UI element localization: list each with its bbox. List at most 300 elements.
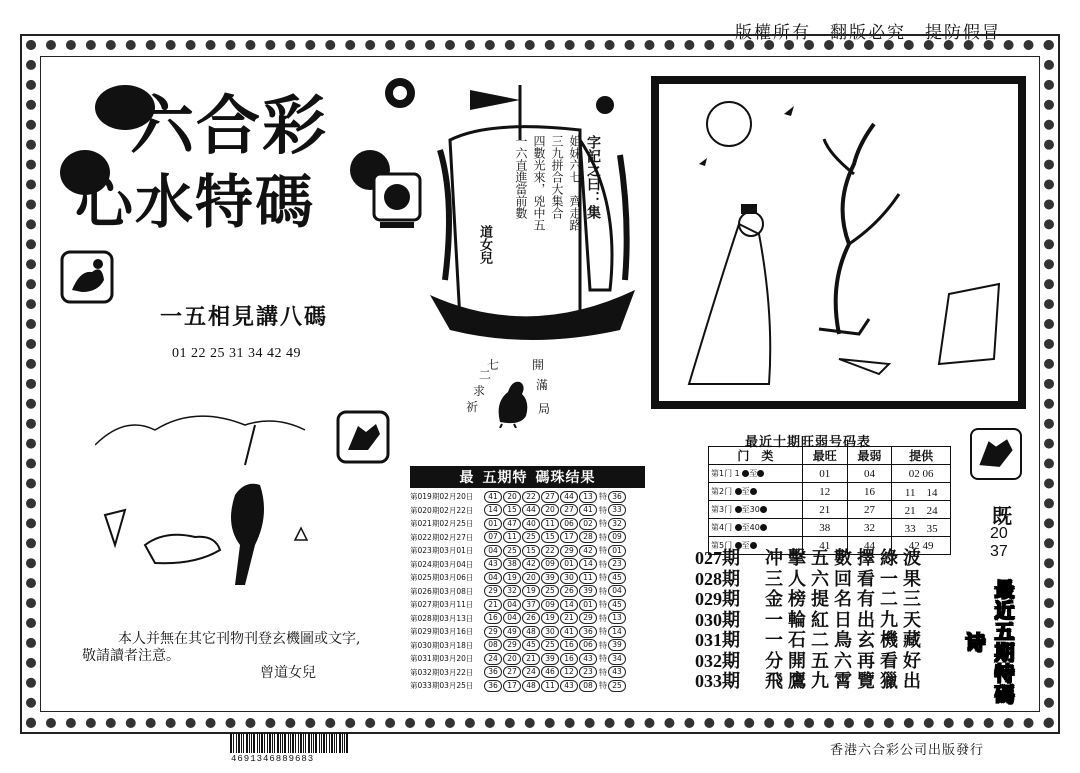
stats-cold-cell: 44	[847, 537, 892, 555]
side-banner: 最近五期特碼诗	[962, 579, 1015, 705]
barcode-bar	[326, 733, 327, 753]
ship-poem-line: 三九拼合大集合	[550, 135, 564, 219]
stats-pick-cell: 11 14	[892, 483, 951, 501]
draw-period: 第026期03月08日	[410, 586, 474, 596]
draw-ball: 42	[522, 558, 540, 570]
draw-ball: 19	[522, 585, 540, 597]
special-ball: 45	[608, 599, 626, 611]
rooster-text: 滿	[536, 378, 549, 392]
barcode-bar	[277, 733, 279, 753]
draw-ball: 11	[579, 572, 597, 584]
draw-ball: 41	[484, 491, 502, 503]
special-ball: 45	[608, 572, 626, 584]
barcode-bar	[336, 733, 337, 753]
barcode-bar	[253, 733, 255, 753]
stats-to: 至	[741, 541, 750, 550]
stats-header-cell: 提供	[892, 447, 951, 465]
barcode-bar	[334, 733, 335, 753]
draw-ball: 11	[541, 518, 559, 530]
barcode-bar	[319, 733, 320, 753]
draw-ball: 30	[541, 626, 559, 638]
draw-ball: 19	[541, 612, 559, 624]
barcode-bar	[274, 733, 275, 753]
draw-ball: 29	[503, 639, 521, 651]
rooster-text: 局	[538, 402, 551, 416]
special-ball: 04	[608, 585, 626, 597]
barcode-bar	[298, 733, 299, 753]
barcode-bar	[300, 733, 302, 753]
poem-period: 029期	[695, 589, 740, 610]
special-label: 特	[599, 600, 607, 610]
draw-row	[410, 517, 648, 531]
draw-ball: 36	[484, 680, 502, 692]
slogan-title: 一五相見講八碼	[160, 304, 329, 330]
barcode-bar	[331, 733, 333, 753]
barcode-bar	[313, 733, 314, 753]
draw-ball: 17	[503, 680, 521, 692]
draw-ball: 16	[560, 639, 578, 651]
draw-header-part: 五期特	[482, 470, 528, 486]
draw-ball: 47	[503, 518, 521, 530]
stats-to: 至	[741, 487, 750, 496]
stats-row	[709, 519, 951, 537]
draw-ball: 22	[541, 545, 559, 557]
draw-ball: 44	[560, 491, 578, 503]
notice-signature: 曾道女兒	[260, 665, 316, 681]
draw-period: 第030期03月18日	[410, 640, 474, 650]
issue-label: 既	[992, 504, 1012, 528]
pointing-hand-icon	[970, 428, 1022, 480]
barcode-bar	[292, 733, 294, 753]
stats-hot-cell: 01	[802, 465, 847, 483]
draw-ball: 02	[579, 518, 597, 530]
scholar-painting	[651, 76, 1026, 409]
draw-ball: 29	[484, 585, 502, 597]
poem-period: 027期	[695, 548, 740, 569]
rooster-text: 二	[479, 368, 492, 382]
barcode-bar	[282, 733, 283, 753]
stats-cold-cell: 16	[847, 483, 892, 501]
ship-poem-line: 姐妹六七，齊走路	[568, 135, 582, 231]
dot-icon	[757, 470, 764, 477]
rooster-icon	[490, 372, 534, 428]
draw-ball: 36	[484, 666, 502, 678]
stats-row	[709, 483, 951, 501]
draw-ball: 11	[541, 680, 559, 692]
draw-ball: 39	[541, 572, 559, 584]
special-label: 特	[599, 667, 607, 677]
stats-pick-cell: 33 35	[892, 519, 951, 537]
draw-ball: 43	[484, 558, 502, 570]
draw-period: 第029期03月16日	[410, 627, 474, 637]
draw-ball: 06	[579, 639, 597, 651]
barcode-bar	[243, 733, 244, 753]
special-label: 特	[599, 681, 607, 691]
dot-icon	[760, 524, 767, 531]
draw-ball: 20	[503, 653, 521, 665]
draw-ball: 23	[579, 666, 597, 678]
draw-results-list	[410, 490, 648, 693]
logo-title: 六合彩	[130, 90, 328, 164]
rooster-text: 祈	[466, 400, 479, 414]
stats-to: 至	[741, 505, 750, 514]
barcode-bar	[246, 733, 248, 753]
ship-poem-line: 字記之曰：集	[585, 135, 601, 219]
special-label: 特	[599, 586, 607, 596]
stats-range-end: 40	[749, 523, 760, 532]
barcode-bar	[241, 733, 242, 753]
draw-ball: 20	[522, 572, 540, 584]
notice-line: 本人并無在其它刊物刊登玄機圖或文字,	[118, 631, 361, 647]
barcode-bar	[315, 733, 317, 753]
barcode-bar	[290, 733, 291, 753]
draw-row	[410, 504, 648, 518]
special-ball: 01	[608, 545, 626, 557]
issue-number: 20	[990, 525, 1008, 542]
stats-door-cell	[709, 483, 803, 501]
special-ball: 14	[608, 626, 626, 638]
period-poem-line	[695, 670, 945, 691]
draw-period: 第021期02月25日	[410, 519, 474, 529]
draw-ball: 14	[484, 504, 502, 516]
barcode-bar	[323, 733, 325, 753]
draw-row	[410, 639, 648, 653]
ship-poem	[490, 135, 600, 285]
special-ball: 09	[608, 531, 626, 543]
stats-to: 至	[741, 523, 750, 532]
draw-results-header	[410, 466, 645, 488]
stats-body	[709, 465, 951, 555]
draw-ball: 27	[541, 491, 559, 503]
poem-period: 033期	[695, 671, 740, 692]
logo-subtitle: 心水特碼	[75, 168, 316, 236]
draw-row	[410, 531, 648, 545]
barcode-bar	[259, 733, 260, 753]
barcode-bar	[233, 733, 234, 753]
stats-hot-cell: 21	[802, 501, 847, 519]
special-label: 特	[599, 492, 607, 502]
stats-door: 第3门	[711, 505, 733, 514]
poem-period: 031期	[695, 630, 740, 651]
barcode-bar	[238, 733, 240, 753]
draw-ball: 43	[560, 680, 578, 692]
barcode-bar	[288, 733, 289, 753]
draw-ball: 29	[560, 545, 578, 557]
draw-ball: 48	[522, 626, 540, 638]
special-ball: 36	[608, 491, 626, 503]
draw-ball: 27	[560, 504, 578, 516]
poem-text: 一石二鳥玄機藏	[765, 630, 926, 652]
stats-row	[709, 501, 951, 519]
issue-number: 37	[990, 543, 1008, 560]
draw-ball: 26	[560, 585, 578, 597]
draw-ball: 14	[579, 558, 597, 570]
draw-period: 第025期03月06日	[410, 573, 474, 583]
draw-row	[410, 585, 648, 599]
hand-gesture-icon	[336, 410, 391, 465]
draw-ball: 38	[503, 558, 521, 570]
publisher: 香港六合彩公司出版發行	[830, 743, 985, 758]
draw-ball: 42	[579, 545, 597, 557]
rooster-text: 求	[473, 384, 486, 398]
draw-ball: 09	[541, 558, 559, 570]
draw-period: 第031期03月20日	[410, 654, 474, 664]
draw-ball: 44	[522, 504, 540, 516]
stats-cold-cell: 04	[847, 465, 892, 483]
barcode-number: 4691346889683	[231, 754, 315, 764]
draw-period: 第020期02月22日	[410, 505, 474, 515]
poem-text: 三人六回看一果	[765, 568, 926, 590]
barcode-bar	[308, 733, 310, 753]
rooster-text: 開	[532, 358, 545, 372]
logo-blob	[385, 78, 415, 108]
barcode-bar	[295, 733, 296, 753]
special-ball: 43	[608, 666, 626, 678]
draw-ball: 11	[503, 531, 521, 543]
barcode-bar	[329, 733, 330, 753]
stats-cold-cell: 27	[847, 501, 892, 519]
special-label: 特	[599, 613, 607, 623]
draw-row	[410, 679, 648, 693]
stats-pick-cell: 02 06	[892, 465, 951, 483]
poem-period: 030期	[695, 609, 740, 630]
stats-header-cell: 最弱	[847, 447, 892, 465]
draw-ball: 29	[579, 612, 597, 624]
draw-ball: 17	[560, 531, 578, 543]
draw-ball: 04	[503, 599, 521, 611]
dot-icon	[750, 488, 757, 495]
draw-ball: 20	[503, 491, 521, 503]
stats-door: 第4门	[711, 523, 733, 532]
stats-pick-cell: 42 49	[892, 537, 951, 555]
barcode-bar	[342, 733, 343, 753]
draw-ball: 24	[484, 653, 502, 665]
draw-ball: 16	[484, 612, 502, 624]
stats-door-cell	[709, 465, 803, 483]
stats-door: 第2门	[711, 487, 733, 496]
barcode-bar	[261, 733, 263, 753]
draw-ball: 40	[522, 518, 540, 530]
draw-ball: 48	[522, 680, 540, 692]
draw-ball: 15	[503, 504, 521, 516]
dot-icon	[760, 506, 767, 513]
draw-ball: 14	[560, 599, 578, 611]
stats-door-cell	[709, 501, 803, 519]
draw-ball: 01	[560, 558, 578, 570]
draw-period: 第033期03月25日	[410, 681, 474, 691]
draw-ball: 41	[579, 504, 597, 516]
draw-ball: 22	[522, 491, 540, 503]
draw-ball: 07	[484, 531, 502, 543]
draw-ball: 49	[503, 626, 521, 638]
draw-ball: 27	[503, 666, 521, 678]
stats-hot-cell: 41	[802, 537, 847, 555]
special-label: 特	[599, 640, 607, 650]
draw-ball: 04	[484, 545, 502, 557]
draw-ball: 41	[560, 626, 578, 638]
barcode-bar	[344, 733, 345, 753]
barcode-bar	[269, 733, 271, 753]
draw-ball: 06	[560, 518, 578, 530]
draw-ball: 13	[579, 491, 597, 503]
draw-ball: 25	[541, 639, 559, 651]
draw-header-part: 最	[459, 470, 475, 486]
draw-ball: 39	[541, 653, 559, 665]
copyright-notice: 版權所有 翻版必究 提防假冒	[735, 23, 1001, 43]
draw-ball: 28	[579, 531, 597, 543]
special-ball: 13	[608, 612, 626, 624]
draw-ball: 21	[484, 599, 502, 611]
barcode-bar	[236, 733, 237, 753]
draw-row	[410, 652, 648, 666]
poem-text: 一輪紅日出九天	[765, 609, 926, 631]
draw-ball: 36	[579, 626, 597, 638]
draw-ball: 12	[560, 666, 578, 678]
draw-row	[410, 490, 648, 504]
barcode-bar	[311, 733, 312, 753]
draw-ball: 21	[560, 612, 578, 624]
stats-header-row	[709, 447, 951, 465]
draw-ball: 45	[522, 639, 540, 651]
draw-ball: 15	[541, 531, 559, 543]
stats-header-cell: 门 类	[709, 447, 803, 465]
stats-range-end: 30	[749, 505, 760, 514]
fortune-figure-icon	[372, 172, 422, 232]
stats-door: 第1门	[711, 469, 733, 478]
draw-ball: 25	[503, 545, 521, 557]
special-label: 特	[599, 532, 607, 542]
barcode-bar	[303, 733, 304, 753]
slogan-numbers: 01 22 25 31 34 42 49	[172, 346, 301, 361]
rooster-text: 七	[487, 358, 500, 372]
poem-text: 金榜提名有二三	[765, 589, 926, 611]
special-label: 特	[599, 573, 607, 583]
draw-period: 第019期02月20日	[410, 492, 474, 502]
draw-ball: 21	[522, 653, 540, 665]
poem-period: 028期	[695, 568, 740, 589]
draw-ball: 01	[484, 518, 502, 530]
draw-row	[410, 625, 648, 639]
barcode-bar	[264, 733, 265, 753]
barcode-bar	[249, 733, 250, 753]
stats-header-cell: 最旺	[802, 447, 847, 465]
stats-row	[709, 465, 951, 483]
draw-row	[410, 612, 648, 626]
stats-hot-cell: 12	[802, 483, 847, 501]
barcode-bar	[280, 733, 281, 753]
draw-period: 第024期03月04日	[410, 559, 474, 569]
draw-ball: 26	[522, 612, 540, 624]
special-label: 特	[599, 546, 607, 556]
draw-ball: 04	[503, 612, 521, 624]
draw-row	[410, 571, 648, 585]
draw-ball: 04	[484, 572, 502, 584]
stats-title: 最近十期旺弱号码表	[745, 435, 872, 450]
draw-ball: 16	[560, 653, 578, 665]
dot-icon	[735, 488, 742, 495]
barcode-bar	[230, 733, 232, 753]
draw-ball: 37	[522, 599, 540, 611]
draw-period: 第023期03月01日	[410, 546, 474, 556]
period-poem-list	[695, 547, 945, 691]
draw-ball: 09	[541, 599, 559, 611]
draw-ball: 08	[484, 639, 502, 651]
poem-period: 032期	[695, 650, 740, 671]
draw-ball: 39	[579, 585, 597, 597]
special-label: 特	[599, 519, 607, 529]
poem-text: 分開五六再看好	[765, 650, 926, 672]
draw-ball: 32	[503, 585, 521, 597]
draw-header-part: 碼珠结果	[535, 470, 596, 486]
draw-period: 第032期03月22日	[410, 667, 474, 677]
stats-door-cell	[709, 519, 803, 537]
barcode-bar	[321, 733, 322, 753]
barcode	[228, 733, 352, 753]
special-label: 特	[599, 559, 607, 569]
draw-period: 第028期03月13日	[410, 613, 474, 623]
poem-text: 飛鷹九霄覽獵出	[765, 671, 926, 693]
draw-period: 第022期02月27日	[410, 532, 474, 542]
barcode-bar	[284, 733, 286, 753]
draw-ball: 19	[503, 572, 521, 584]
scholar-tree-illustration	[659, 84, 1018, 401]
ship-poem-line: 四數光來，兇中五	[532, 135, 546, 231]
ship-signature: 道女兒	[477, 225, 492, 264]
stats-hot-cell: 38	[802, 519, 847, 537]
special-ball: 25	[608, 680, 626, 692]
draw-ball: 25	[522, 531, 540, 543]
ship-poem-line: 一六直進當前數	[514, 135, 528, 219]
draw-ball: 46	[541, 666, 559, 678]
draw-ball: 25	[541, 585, 559, 597]
draw-ball: 30	[560, 572, 578, 584]
special-ball: 34	[608, 653, 626, 665]
barcode-bar	[346, 733, 348, 753]
draw-ball: 43	[579, 653, 597, 665]
draw-ball: 08	[579, 680, 597, 692]
barcode-bar	[272, 733, 273, 753]
special-label: 特	[599, 505, 607, 515]
draw-ball: 15	[522, 545, 540, 557]
special-label: 特	[599, 627, 607, 637]
dot-icon	[735, 524, 742, 531]
draw-ball: 24	[522, 666, 540, 678]
stats-pick-cell: 21 24	[892, 501, 951, 519]
stats-to: 至	[749, 469, 758, 478]
magic-hand-icon	[60, 250, 115, 305]
hot-cold-table	[708, 446, 951, 555]
barcode-bar	[257, 733, 258, 753]
stats-door: 第5门	[711, 541, 733, 550]
special-ball: 32	[608, 518, 626, 530]
special-label: 特	[599, 654, 607, 664]
notice-line: 敬請讀者注意。	[82, 648, 180, 664]
draw-ball: 01	[579, 599, 597, 611]
stats-cold-cell: 32	[847, 519, 892, 537]
barcode-bar	[339, 733, 341, 753]
special-ball: 23	[608, 558, 626, 570]
draw-ball: 29	[484, 626, 502, 638]
barcode-bar	[267, 733, 268, 753]
draw-row	[410, 544, 648, 558]
draw-row	[410, 598, 648, 612]
special-ball: 39	[608, 639, 626, 651]
stats-range-start: 1	[734, 469, 740, 478]
special-ball: 33	[608, 504, 626, 516]
draw-ball: 20	[541, 504, 559, 516]
barcode-bar	[251, 733, 252, 753]
warrior-tiger-illustration	[95, 405, 375, 615]
